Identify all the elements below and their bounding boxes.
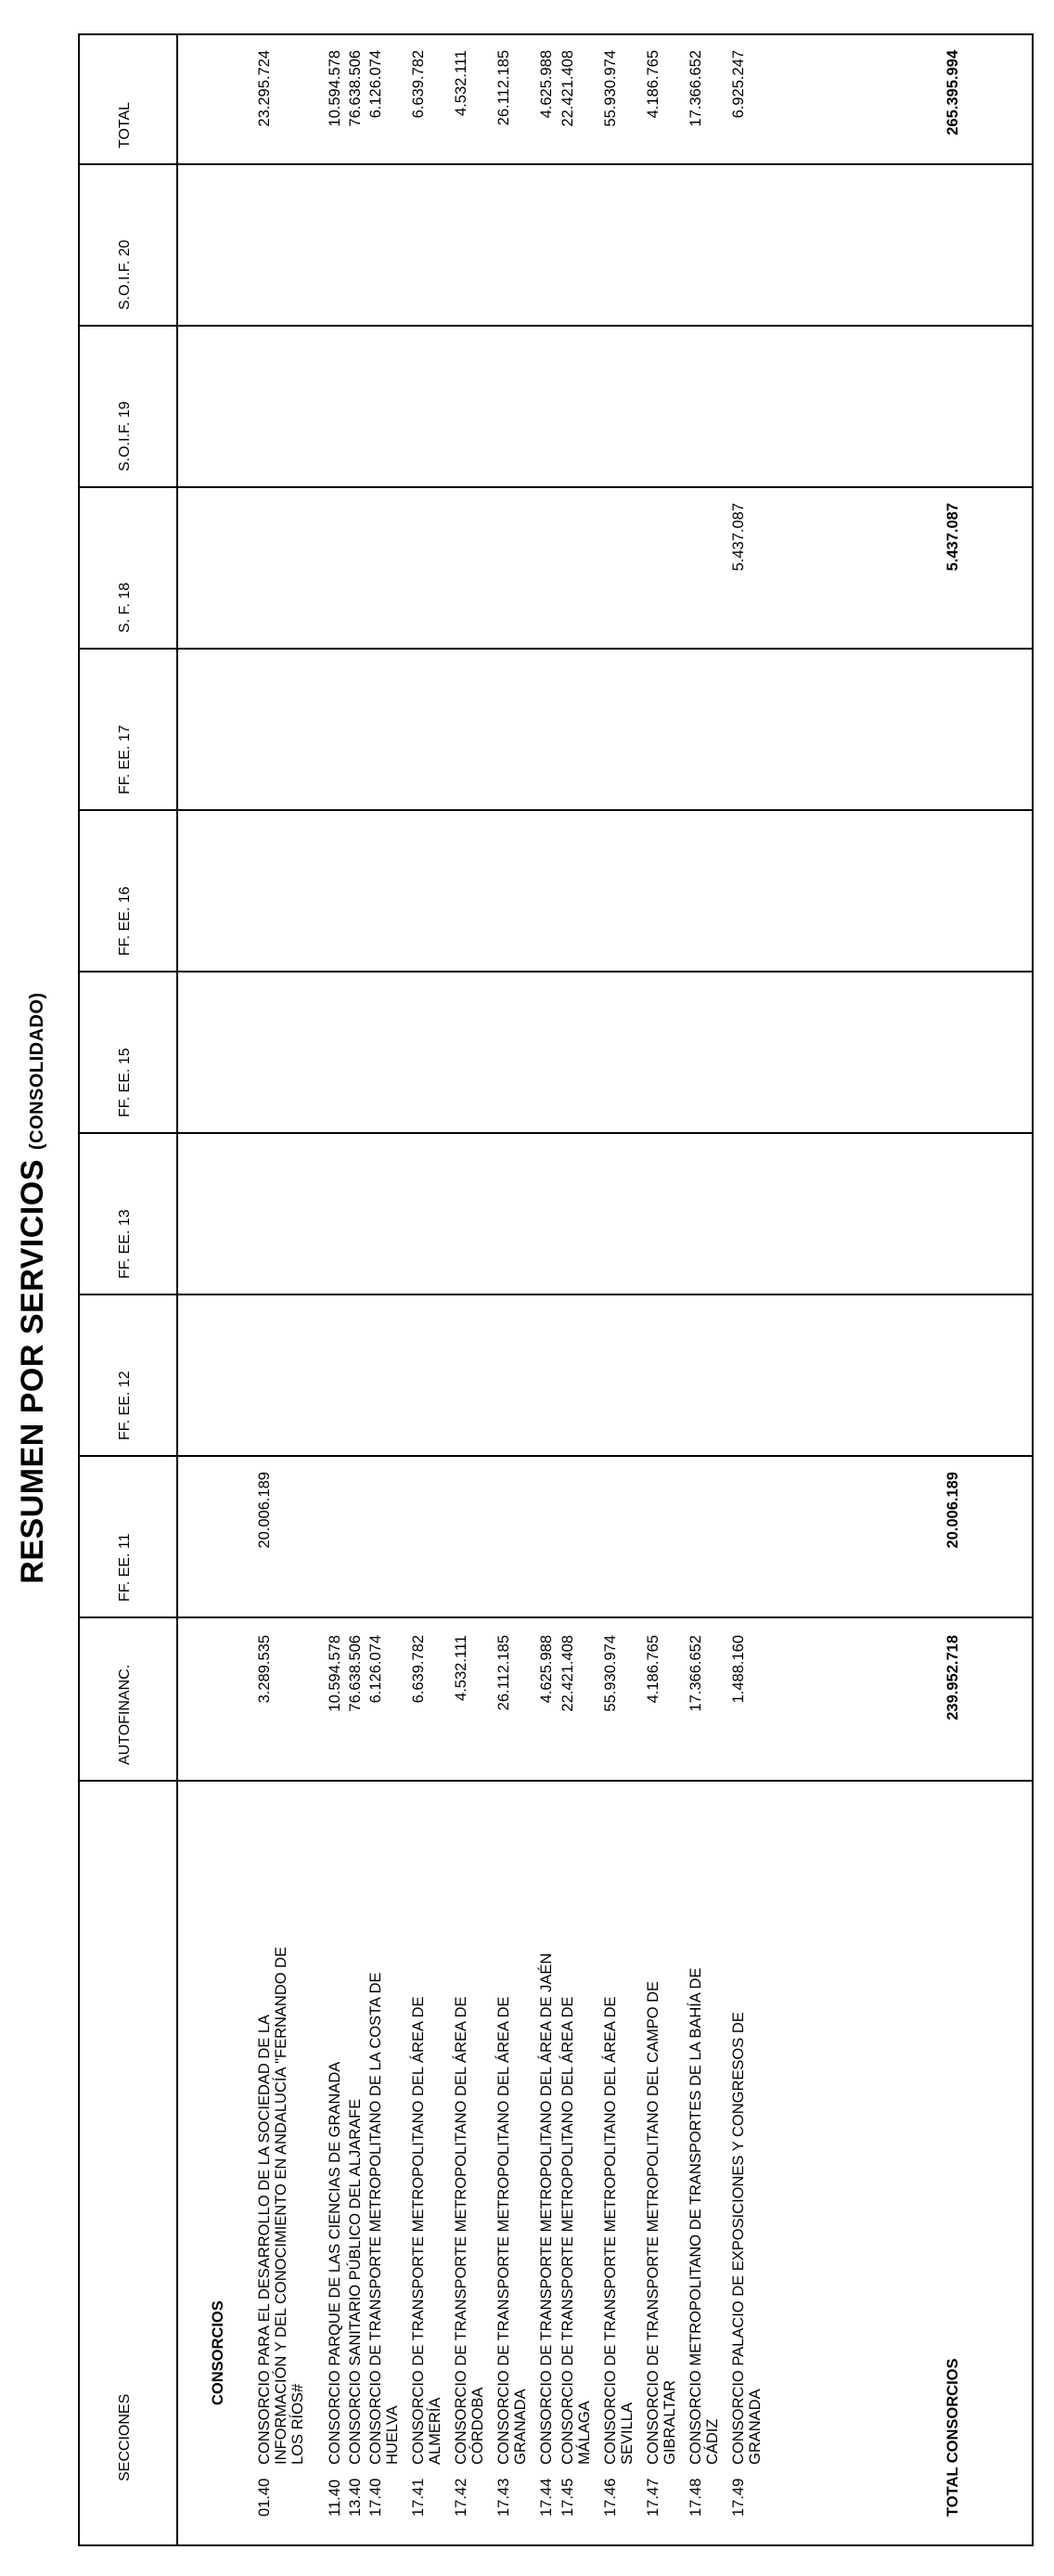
row-name-line: INFORMACIÓN Y DEL CONOCIMIENTO EN ANDALUCÍA "FERNANDO DE [273, 1946, 289, 2465]
row-value-total: 6.126.074 [367, 50, 384, 119]
col-divider [80, 971, 1032, 972]
row-value-autofinanc: 76.638.506 [347, 1635, 364, 1712]
col-divider [80, 648, 1032, 650]
header-divider [176, 35, 178, 2544]
totals-total: 265.395.994 [945, 50, 961, 135]
row-name-line: CONSORCIO DE TRANSPORTE METROPOLITANO DE LA COSTA DE [367, 1972, 384, 2465]
row-value-ffee11: 20.006.189 [256, 1472, 273, 1549]
row-value-total: 4.186.765 [645, 50, 662, 119]
row-code: 01.40 [256, 2478, 273, 2517]
header-ffee11: FF. EE. 11 [117, 1533, 133, 1602]
row-name-line: CONSORCIO SANITARIO PÚBLICO DEL ALJARAFE [347, 2098, 364, 2465]
row-code: 11.40 [327, 2479, 343, 2517]
col-divider [80, 325, 1032, 327]
header-ffee17: FF. EE. 17 [117, 725, 133, 794]
row-value-sf18: 5.437.087 [730, 503, 747, 572]
row-value-total: 23.295.724 [256, 50, 273, 127]
header-soif20: S.O.I.F. 20 [117, 239, 133, 310]
header-ffee15: FF. EE. 15 [117, 1048, 133, 1117]
row-value-autofinanc: 4.625.988 [538, 1635, 555, 1704]
header-total: TOTAL [117, 101, 133, 148]
row-code: 17.46 [602, 2478, 619, 2517]
col-divider [80, 486, 1032, 488]
row-name-line: MÁLAGA [576, 2401, 593, 2465]
row-value-autofinanc: 10.594.578 [327, 1635, 343, 1712]
row-value-total: 22.421.408 [559, 50, 576, 127]
header-ffee16: FF. EE. 16 [117, 886, 133, 956]
row-value-total: 55.930.974 [602, 50, 619, 127]
row-name-line: GIBRALTAR [662, 2379, 678, 2465]
row-name-line: CONSORCIO DE TRANSPORTE METROPOLITANO DEL ÁREA DE [495, 1996, 512, 2465]
col-divider [80, 1780, 1032, 1782]
row-value-total: 4.625.988 [538, 50, 555, 119]
row-name-line: GRANADA [747, 2389, 764, 2465]
row-code: 17.47 [645, 2478, 662, 2517]
col-divider [80, 1616, 1032, 1618]
row-name-line: CONSORCIO DE TRANSPORTE METROPOLITANO DEL ÁREA DE [602, 1996, 619, 2465]
row-value-total: 76.638.506 [347, 50, 364, 127]
row-name-line: SEVILLA [619, 2402, 636, 2465]
row-name-line: CONSORCIO METROPOLITANO DE TRANSPORTES DE LA BAHÍA DE [688, 1967, 704, 2465]
row-code: 13.40 [347, 2478, 364, 2517]
totals-ffee11: 20.006.189 [945, 1472, 961, 1549]
row-name-line: LOS RÍOS# [289, 2383, 306, 2465]
row-name-line: CÓRDOBA [469, 2387, 486, 2465]
row-value-autofinanc: 22.421.408 [559, 1635, 576, 1712]
header-ffee13: FF. EE. 13 [117, 1209, 133, 1279]
col-divider [80, 809, 1032, 811]
row-name-line: ALMERÍA [427, 2397, 443, 2465]
row-code: 17.48 [688, 2478, 704, 2517]
row-name-line: GRANADA [512, 2389, 529, 2465]
row-value-total: 26.112.185 [495, 50, 512, 126]
row-code: 17.45 [559, 2478, 576, 2517]
row-value-total: 17.366.652 [688, 50, 704, 127]
row-name-line: CONSORCIO DE TRANSPORTE METROPOLITANO DEL CAMPO DE [645, 1980, 662, 2465]
row-value-autofinanc: 17.366.652 [688, 1635, 704, 1712]
row-code: 17.41 [410, 2478, 427, 2517]
row-name-line: CONSORCIO DE TRANSPORTE METROPOLITANO DEL ÁREA DE [453, 1996, 469, 2465]
row-value-autofinanc: 4.532.111 [453, 1635, 469, 1701]
row-value-autofinanc: 26.112.185 [495, 1635, 512, 1711]
col-divider [80, 1294, 1032, 1295]
header-sf18: S. F. 18 [117, 582, 133, 633]
row-code: 17.49 [730, 2478, 747, 2517]
row-value-autofinanc: 1.488.160 [730, 1635, 747, 1704]
row-code: 17.42 [453, 2478, 469, 2517]
row-value-total: 6.639.782 [410, 50, 427, 119]
row-code: 17.44 [538, 2478, 555, 2517]
row-value-autofinanc: 6.126.074 [367, 1635, 384, 1704]
totals-sf18: 5.437.087 [945, 503, 961, 572]
header-autofinanc: AUTOFINANC. [117, 1664, 133, 1765]
row-name-line: CONSORCIO PALACIO DE EXPOSICIONES Y CONGRESOS DE [730, 2012, 747, 2465]
page-title [15, 0, 51, 2576]
row-value-autofinanc: 4.186.765 [645, 1635, 662, 1704]
row-value-autofinanc: 6.639.782 [410, 1635, 427, 1704]
totals-autofinanc: 239.952.718 [945, 1635, 961, 1720]
row-code: 17.40 [367, 2478, 384, 2517]
title-main: RESUMEN POR SERVICIOS [15, 1159, 50, 1584]
row-value-autofinanc: 3.289.535 [256, 1635, 273, 1704]
row-name-line: CONSORCIO PARQUE DE LAS CIENCIAS DE GRANADA [327, 2061, 343, 2465]
row-name-line: CONSORCIO DE TRANSPORTE METROPOLITANO DEL ÁREA DE [559, 1996, 576, 2465]
totals-label: TOTAL CONSORCIOS [945, 2358, 961, 2517]
row-name-line: CONSORCIO DE TRANSPORTE METROPOLITANO DEL ÁREA DE JAÉN [538, 1952, 555, 2465]
header-secciones: SECCIONES [117, 2393, 133, 2481]
services-table [78, 33, 1034, 2546]
row-value-total: 10.594.578 [327, 50, 343, 127]
header-ffee12: FF. EE. 12 [117, 1371, 133, 1440]
row-code: 17.43 [495, 2478, 512, 2517]
title-sub: (CONSOLIDADO) [27, 992, 47, 1151]
row-value-total: 6.925.247 [730, 50, 747, 119]
col-divider [80, 163, 1032, 165]
row-name-line: CONSORCIO PARA EL DESARROLLO DE LA SOCIEDAD DE LA [256, 2014, 273, 2465]
row-value-autofinanc: 55.930.974 [602, 1635, 619, 1712]
col-divider [80, 1455, 1032, 1457]
row-name-line: HUELVA [384, 2405, 401, 2465]
row-name-line: CÁDIZ [704, 2418, 721, 2465]
row-value-total: 4.532.111 [453, 50, 469, 116]
col-divider [80, 1132, 1032, 1134]
section-heading: CONSORCIOS [210, 2300, 226, 2405]
header-soif19: S.O.I.F. 19 [117, 401, 133, 471]
row-name-line: CONSORCIO DE TRANSPORTE METROPOLITANO DEL ÁREA DE [410, 1996, 427, 2465]
